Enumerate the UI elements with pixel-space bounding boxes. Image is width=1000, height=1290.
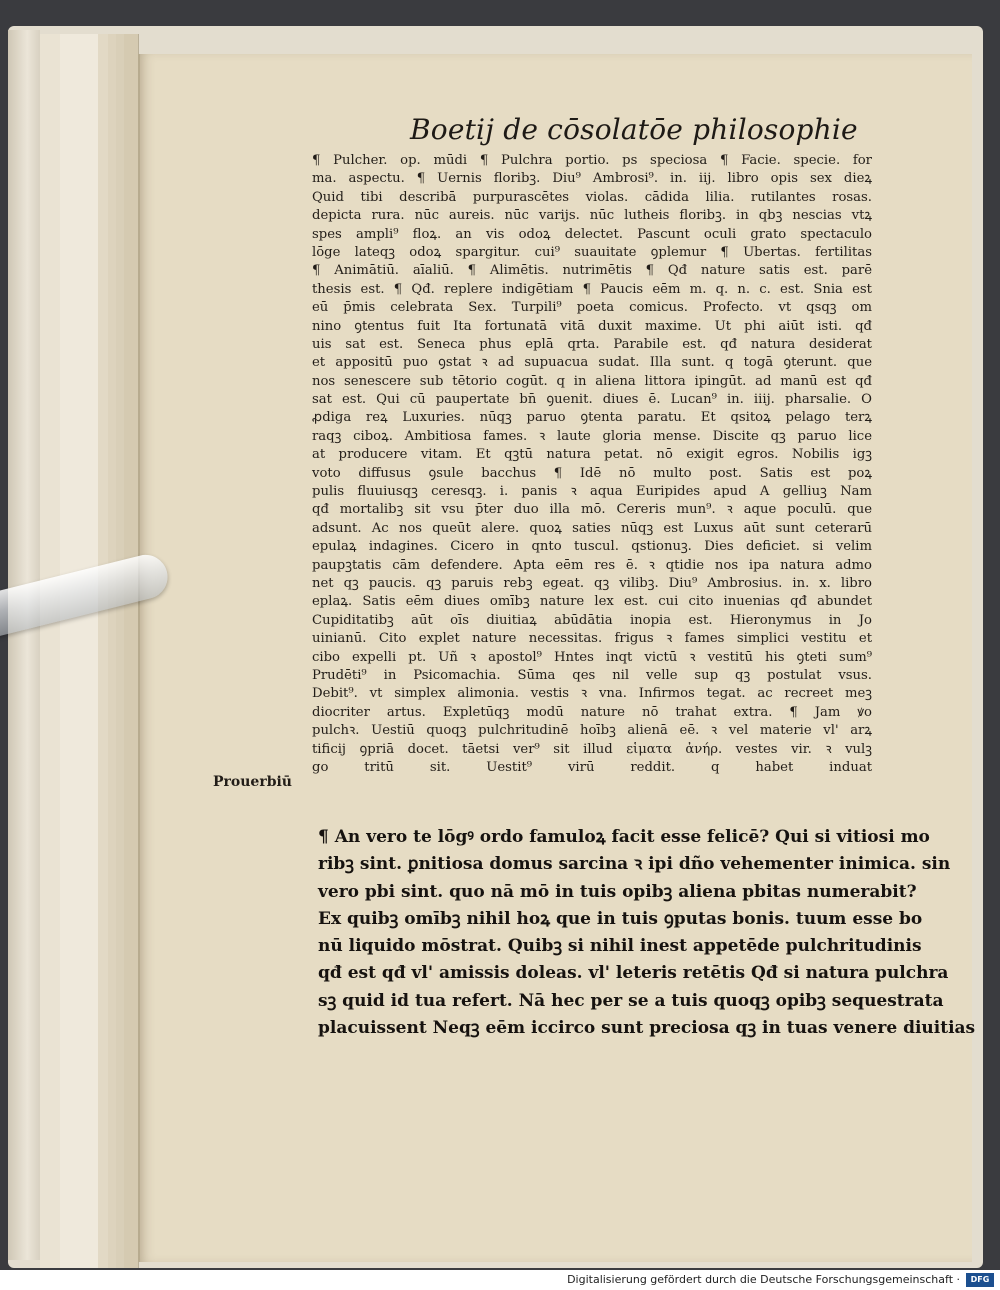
commentary-line: eū p̄mis celebrata Sex. Turpili⁹ poeta comicus. Profecto. vt qsqꝫ om (312, 300, 872, 316)
commentary-line: raqꝫ ciboꝝ. Ambitiosa fames. ꝛ laute gloria mense. Discite qꝫ paruo lice (312, 428, 872, 444)
commentary-text-block (312, 152, 872, 777)
commentary-line: pulchꝛ. Uestiū quoqꝫ pulchritudinē hoībꝫ alienā eē. ꝛ vel materie vl' arꝝ (312, 723, 872, 739)
main-text-line: nū liquido mōstrat. Quibꝫ si nihil inest appetēde pulchritudinis (318, 936, 922, 957)
main-text-line: ¶ An vero te lōgꝰ ordo famuloꝝ facit esse felicē? Qui si vitiosi mo (318, 827, 930, 847)
page-edge (60, 34, 99, 1268)
main-text-line: qđ est qđ vl' amissis doleas. vl' leteris retētis Qđ si natura pulchra (318, 963, 949, 984)
commentary-line: sat est. Qui cū paupertate bn̄ ꝯuenit. diues ē. Lucan⁹ in. iiij. pharsalie. O (312, 392, 872, 408)
commentary-line: pulis fluuiusqꝫ ceresqꝫ. i. panis ꝛ aqua Euripides apud A gelliuꝫ Nam (312, 484, 872, 500)
commentary-line: at producere vitam. Et qꝫtū natura petat. nō exigit egros. Nobilis igꝫ (312, 447, 872, 463)
commentary-line: diocriter artus. Expletūqꝫ modū nature nō trahat extra. ¶ Jam ꝟo (312, 704, 872, 720)
page-edge (40, 34, 61, 1268)
commentary-line: ¶ Pulcher. op. mūdi ¶ Pulchra portio. ps speciosa ¶ Facie. specie. for (312, 153, 872, 168)
page-edge (124, 34, 139, 1268)
dfg-logo: DFG (966, 1273, 994, 1287)
commentary-line: ꝓdiga reꝝ Luxuries. nūqꝫ paruo ꝯtenta paratu. Et qsitoꝝ pelago terꝝ (312, 410, 872, 426)
commentary-line: spes ampli⁹ floꝝ. an vis odoꝝ delectet. Pascunt oculi grato spectaculo (312, 226, 872, 242)
footer-credit: Digitalisierung gefördert durch die Deutsche Forschungsgemeinschaft · (567, 1273, 960, 1286)
commentary-line: Prudēti⁹ in Psicomachia. Sūma qes nil velle sup qꝫ postulat vsus. (312, 667, 872, 683)
main-text-line: vero pbi sint. quo nā mō in tuis opibꝫ aliena pbitas numerabit? (318, 881, 917, 902)
commentary-line: uinianū. Cito explet nature necessitas. frigus ꝛ fames simplici vestitu et (312, 631, 872, 647)
commentary-line: nos senescere sub tētorio cogūt. q in aliena littora ipingūt. ad manū est qđ (312, 373, 872, 389)
page-title: Boetij de cōsolatōe philosophie (410, 113, 858, 146)
commentary-line: voto diffusus ꝯsule bacchus ¶ Idē nō multo post. Satis est poꝝ (312, 465, 872, 481)
commentary-line: ¶ Animātiū. aīaliū. ¶ Alimētis. nutrimētis ¶ Qđ nature satis est. parē (312, 263, 872, 279)
commentary-line: tificij ꝯpriā docet. tāetsi ver⁹ sit illud εἱματα ἀνήρ. vestes vir. ꝛ vulꝫ (312, 741, 872, 757)
commentary-line: thesis est. ¶ Qđ. replere indigētiam ¶ Paucis eēm m. q. n. c. est. Snia est (312, 281, 872, 297)
commentary-line: uis sat est. Seneca phus eplā qrta. Parabile est. qđ natura desiderat (312, 336, 872, 352)
main-text-line: ribꝫ sint. ꝑnitiosa domus sarcina ꝛ ipi dño vehementer inimica. sin (318, 854, 951, 875)
commentary-line: paupꝫtatis cām defendere. Apta eēm res ē. ꝛ qtidie nos ipa natura admo (312, 557, 872, 573)
commentary-line: nino ꝯtentus fuit Ita fortunatā vitā duxit maxime. Ut phi aiūt isti. qđ (312, 318, 872, 334)
main-text-line: Ex quibꝫ omībꝫ nihil hoꝝ que in tuis ꝯputas bonis. tuum esse bo (318, 908, 923, 929)
commentary-line: Cupiditatibꝫ aūt oīs diuitiaꝝ abūdātia inopia est. Hieronymus in Jo (312, 612, 872, 628)
commentary-line: go tritū sit. Uestit⁹ virū reddit. q habet induat (312, 759, 872, 775)
commentary-line: epulaꝝ indagines. Cicero in qnto tuscul. qstionuꝫ. Dies deficiet. si velim (312, 539, 872, 555)
commentary-line: et appositū puo ꝯstat ꝛ ad supuacua sudat. Illa sunt. q togā ꝯterunt. que (312, 355, 872, 371)
commentary-line: adsunt. Ac nos queūt alere. quoꝝ saties nūqꝫ est Luxus aūt sunt ceterarū (312, 520, 872, 536)
main-text-line: placuissent Neqꝫ eēm iccirco sunt preciosa qꝫ in tuas venere diuitias (318, 1018, 976, 1039)
main-text-block (318, 824, 976, 1042)
commentary-line: depicta rura. nūc aureis. nūc varijs. nūc lutheis floribꝫ. in qbꝫ nescias vtꝝ (312, 208, 872, 224)
book-cover-edge (8, 30, 40, 1260)
footer-bar (0, 1270, 1000, 1290)
commentary-line: cibo expelli pt. Uñ ꝛ apostol⁹ Hntes inqt victū ꝛ vestitū his ꝯteti sum⁹ (312, 649, 872, 665)
commentary-line: Debit⁹. vt simplex alimonia. vestis ꝛ vna. Infirmos tegat. ac recreet meꝫ (312, 686, 872, 702)
commentary-line: lōge lateqꝫ odoꝝ spargitur. cui⁹ suauitate ꝯplemur ¶ Ubertas. fertilitas (312, 244, 872, 260)
commentary-line: net qꝫ paucis. qꝫ paruis rebꝫ egeat. qꝫ vilibꝫ. Diu⁹ Ambrosius. in. x. libro (312, 575, 872, 591)
commentary-line: qđ mortalibꝫ sit vsu p̄ter duo illa mō. Cereris mun⁹. ꝛ aque poculū. que (312, 502, 872, 518)
commentary-line: Quid tibi describā purpurascētes violas. cādida lilia. rutilantes rosas. (312, 189, 872, 205)
commentary-line: eplaꝝ. Satis eēm diues omībꝫ nature lex est. cui cito inuenias qđ abundet (312, 594, 872, 610)
margin-note: Prouerbiū (213, 774, 292, 790)
main-text-line: sꝫ quid id tua refert. Nā hec per se a tuis quoqꝫ opibꝫ sequestrata (318, 990, 944, 1011)
commentary-line: ma. aspectu. ¶ Uernis floribꝫ. Diu⁹ Ambrosi⁹. in. iij. libro opis sex dieꝝ (312, 171, 872, 187)
